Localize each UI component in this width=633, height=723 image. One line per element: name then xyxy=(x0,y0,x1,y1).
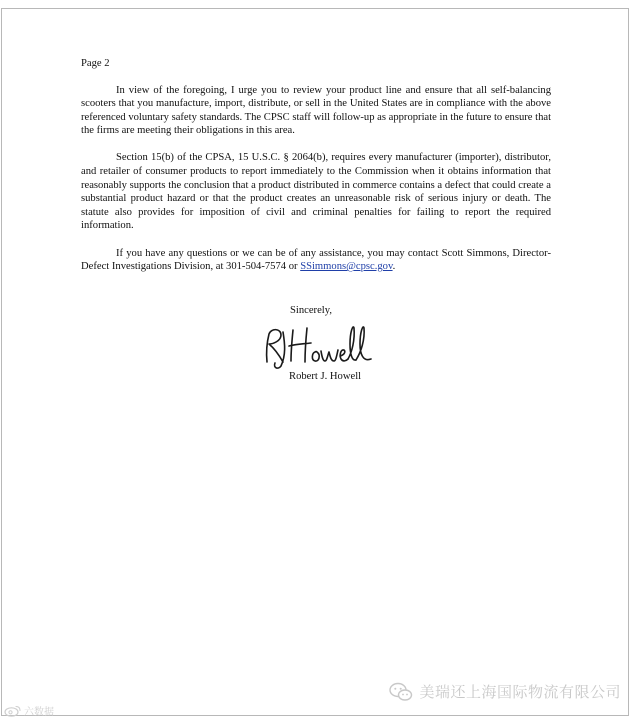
watermark-right xyxy=(389,681,621,702)
paragraph-contact xyxy=(81,247,551,274)
watermark-left xyxy=(4,703,54,718)
paragraph-section-15b: Section 15(b) of the CPSA, 15 U.S.C. § 2064(b), requires every manufacturer (importer), distributor, and retailer of consumer products to report immediately to the Commission when it obtains information that reasonably supports the conclusion that a product distributed in commerce contains a defect that could create a substantial product hazard or that the product creates an unreasonable risk of serious injury or death. The statute also provides for imposition of civil and criminal penalties for failing to report the required information. xyxy=(81,152,551,232)
weibo-icon xyxy=(4,704,22,717)
closing: Sincerely, xyxy=(290,305,332,316)
contact-text: If you have any questions or we can be of any assistance, you may contact Scott Simmons, Director-Defect Investigations Division, at 301-504-7574 or xyxy=(81,247,551,273)
letter-body xyxy=(81,57,551,287)
signer-name: Robert J. Howell xyxy=(289,371,362,382)
signature xyxy=(259,322,377,372)
paragraph-compliance: In view of the foregoing, I urge you to review your product line and ensure that all self-balancing scooters that you manufacture, import, distribute, or sell in the United States are in compliance with the above referenced voluntary safety standards. The CPSC staff will follow-up as appropriate in the future to ensure that the firms are meeting their obligations in this area. xyxy=(81,84,552,137)
watermark-left-text: 六数据 xyxy=(24,707,54,718)
contact-end: . xyxy=(392,261,396,273)
page-label: Page 2 xyxy=(81,58,110,69)
watermark-right-text: 美瑞还上海国际物流有限公司 xyxy=(419,683,621,701)
contact-email-link[interactable]: SSimmons@cpsc.gov xyxy=(300,261,393,273)
wechat-icon xyxy=(389,682,413,702)
